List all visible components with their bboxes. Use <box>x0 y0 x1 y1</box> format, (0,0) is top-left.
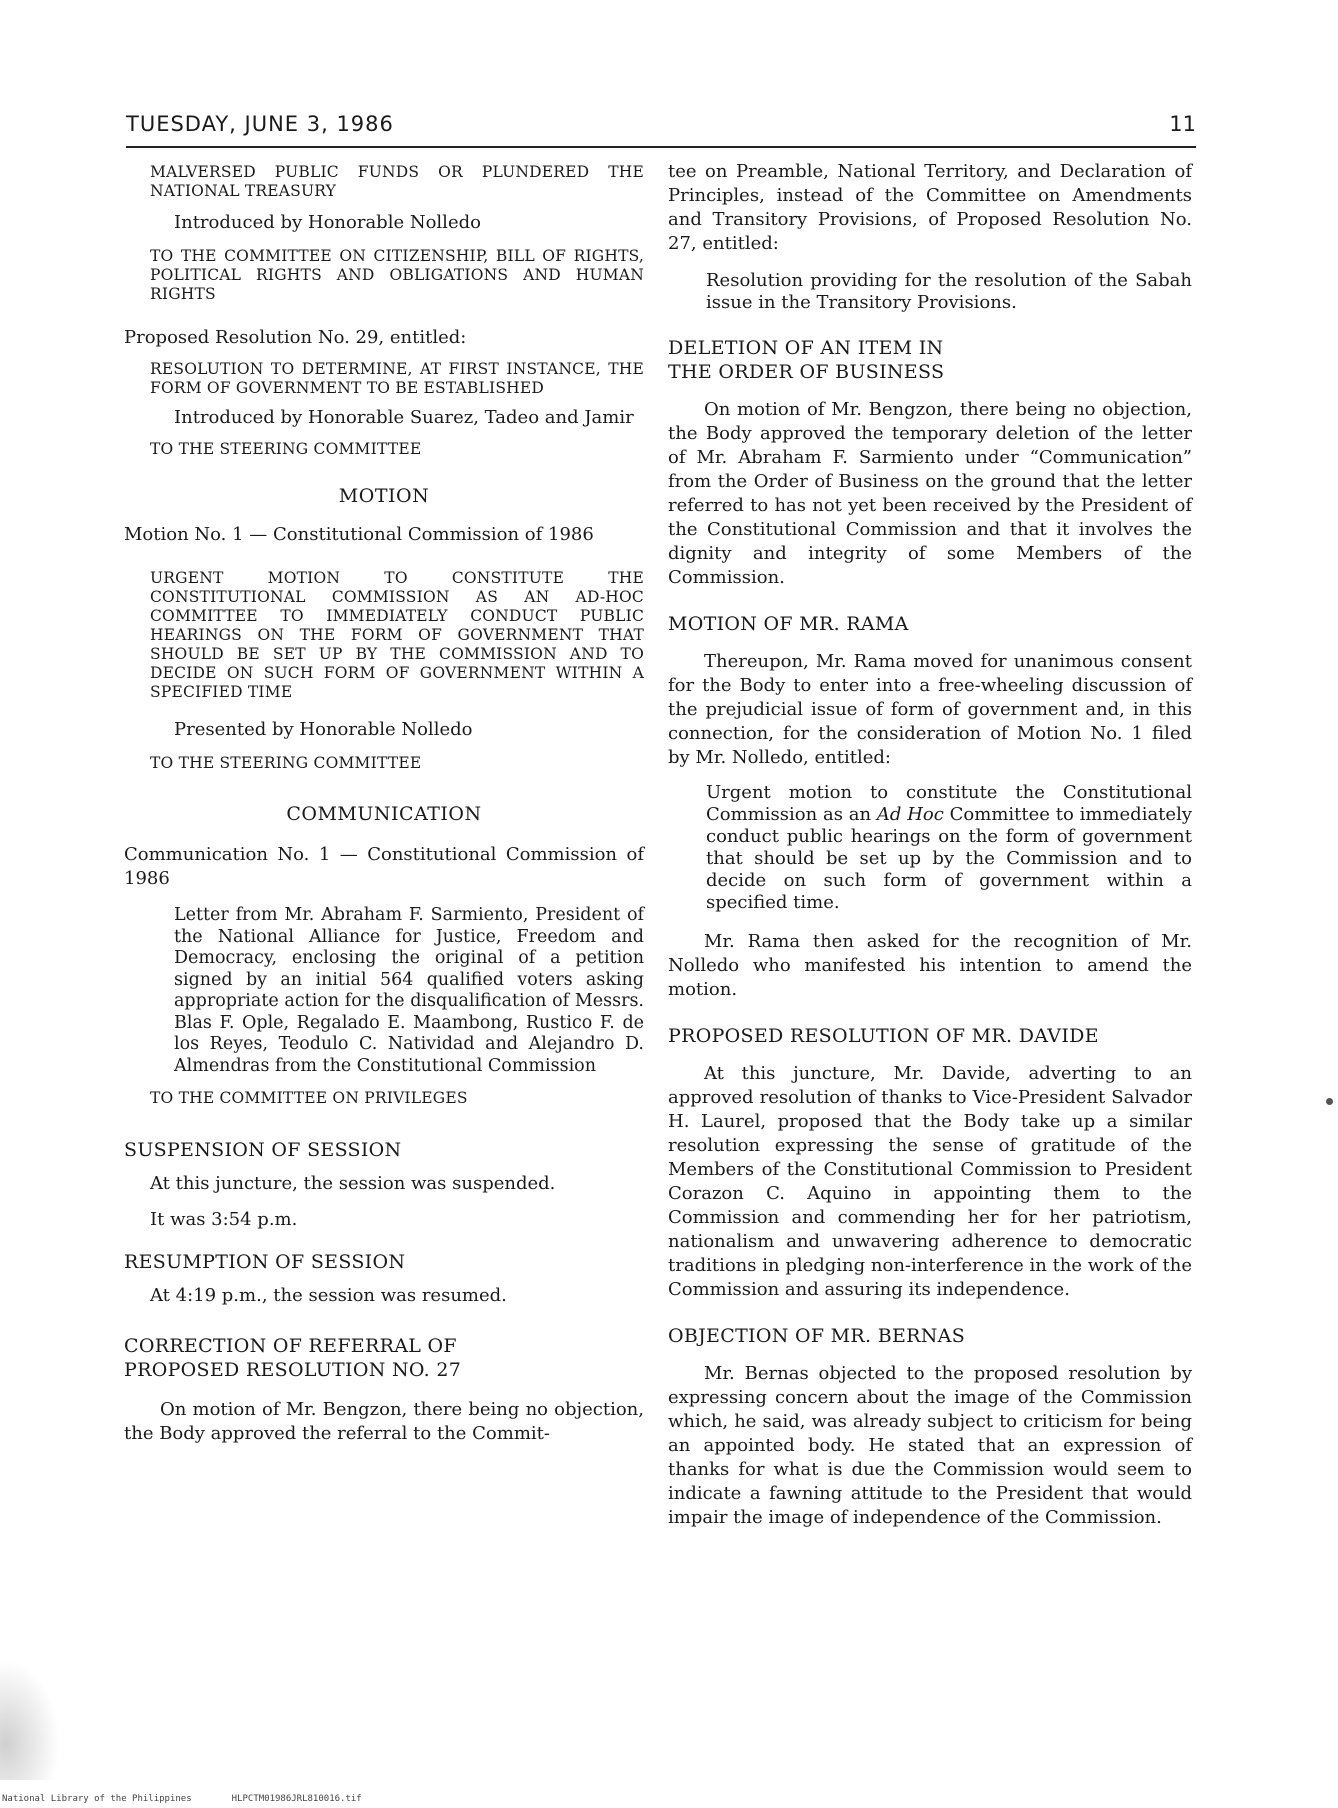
motion-number: Motion No. 1 — Constitutional Commission of 1986 <box>124 524 594 545</box>
scan-dot <box>1326 1098 1333 1105</box>
footer-library: National Library of the Philippines <box>2 1794 192 1804</box>
rama-quote-part1: Urgent motion to constitute the Constitutional Commission as an <box>706 782 1192 825</box>
correction-heading-line2: PROPOSED RESOLUTION NO. 27 <box>124 1359 462 1381</box>
scan-smudge <box>0 1660 60 1780</box>
footer-file-id: HLPCTM01986JRL810016.tif <box>231 1794 362 1804</box>
resolution-29-referral: TO THE STEERING COMMITTEE <box>150 440 422 458</box>
davide-text: At this juncture, Mr. Davide, adverting to an approved resolution of thanks to Vice-President Salvador H. Laurel, proposed that the Body take up a similar resolution expressing the sense of gratitude of the Members of the Constitutional Commission to President Corazon C. Aquino in appointing them to the Commission and commending her for her patriotism, nationalism and unwavering adherence to democratic traditions in pledging non-interference in the work of the Commission and assuring its independence. <box>668 1063 1192 1300</box>
deletion-heading-line1: DELETION OF AN ITEM IN <box>668 337 944 359</box>
rama-quote-italic: Ad Hoc <box>876 804 944 825</box>
rama-quote <box>668 782 1192 914</box>
suspension-text: At this juncture, the session was suspended. <box>150 1173 556 1194</box>
motion-presenter: Presented by Honorable Nolledo <box>174 719 473 740</box>
motion-referral: TO THE STEERING COMMITTEE <box>150 754 422 772</box>
motion-title: URGENT MOTION TO CONSTITUTE THE CONSTITUTIONAL COMMISSION AS AN AD-HOC COMMITTEE TO IMMEDIATELY CONDUCT PUBLIC HEARINGS ON THE FORM OF GOVERNMENT THAT SHOULD BE SET UP BY THE COMMISSION AND TO DECIDE ON SUCH FORM OF GOVERNMENT WITHIN A SPECIFIED TIME <box>150 569 644 701</box>
davide-heading: PROPOSED RESOLUTION OF MR. DAVIDE <box>668 1025 1099 1047</box>
correction-heading-line1: CORRECTION OF REFERRAL OF <box>124 1335 457 1357</box>
communication-letter: Letter from Mr. Abraham F. Sarmiento, President of the National Alliance for Justice, Freedom and Democracy, enclosing the original of a petition signed by an initial 564 qualified voters asking appropriate action for the disqualification of Messrs. Blas F. Ople, Regalado E. Maambong, Rustico F. de los Reyes, Teodulo C. Natividad and Alejandro D. Almendras from the Constitutional Commission <box>174 905 644 1076</box>
communication-number: Communication No. 1 — Constitutional Commission of 1986 <box>124 844 644 889</box>
communication-heading: COMMUNICATION <box>286 803 482 825</box>
resumption-heading: RESUMPTION OF SESSION <box>124 1251 406 1273</box>
header-date: TUESDAY, JUNE 3, 1986 <box>126 112 394 136</box>
communication-referral: TO THE COMMITTEE ON PRIVILEGES <box>150 1089 468 1107</box>
resolution-27-quote: Resolution providing for the resolution of the Sabah issue in the Transitory Provisions. <box>706 270 1192 313</box>
bernas-heading: OBJECTION OF MR. BERNAS <box>668 1325 966 1347</box>
page-number: 11 <box>1169 112 1196 136</box>
rama-heading: MOTION OF MR. RAMA <box>668 613 909 635</box>
resolution-title-continued: MALVERSED PUBLIC FUNDS OR PLUNDERED THE NATIONAL TREASURY <box>150 163 644 200</box>
resolution-29-heading: Proposed Resolution No. 29, entitled: <box>124 327 467 348</box>
bernas-text: Mr. Bernas objected to the proposed resolution by expressing concern about the image of the Commission which, he said, was already subject to criticism for being an appointed body. He stated that an expression of thanks for what is due the Commission would seem to indicate a fawning attitude to the President that would impair the image of independence of the Commission. <box>668 1363 1192 1528</box>
deletion-heading-line2: THE ORDER OF BUSINESS <box>668 361 945 383</box>
resolution-29-title: RESOLUTION TO DETERMINE, AT FIRST INSTANCE, THE FORM OF GOVERNMENT TO BE ESTABLISHED <box>150 360 644 397</box>
rama-recognition: Mr. Rama then asked for the recognition of Mr. Nolledo who manifested his intention to amend the motion. <box>668 931 1192 1000</box>
left-column <box>124 163 644 1446</box>
rama-quote-part2: Committee to immediately conduct public hearings on the form of government that should be set up by the Commission and to decide on such form of government within a specified time. <box>706 804 1192 913</box>
correction-text-continued: tee on Preamble, National Territory, and Declaration of Principles, instead of the Committee on Amendments and Transitory Provisions, of Proposed Resolution No. 27, entitled: <box>668 161 1192 254</box>
resolution-29-introducer: Introduced by Honorable Suarez, Tadeo and Jamir <box>174 407 634 428</box>
correction-text: On motion of Mr. Bengzon, there being no objection, the Body approved the referral to the Commit- <box>124 1399 644 1444</box>
rama-text: Thereupon, Mr. Rama moved for unanimous consent for the Body to enter into a free-wheeling discussion of the prejudicial issue of form of government and, in this connection, for the consideration of Motion No. 1 filed by Mr. Nolledo, entitled: <box>668 651 1192 768</box>
motion-heading: MOTION <box>338 485 430 507</box>
resumption-text: At 4:19 p.m., the session was resumed. <box>150 1285 507 1306</box>
right-column <box>668 160 1192 1530</box>
scan-footer <box>2 1794 362 1804</box>
page-header <box>126 108 1196 148</box>
resolution-referral: TO THE COMMITTEE ON CITIZENSHIP, BILL OF RIGHTS, POLITICAL RIGHTS AND OBLIGATIONS AND HUMAN RIGHTS <box>150 247 644 303</box>
suspension-heading: SUSPENSION OF SESSION <box>124 1139 402 1161</box>
suspension-time: It was 3:54 p.m. <box>150 1209 298 1230</box>
resolution-introducer: Introduced by Honorable Nolledo <box>174 212 481 233</box>
deletion-text: On motion of Mr. Bengzon, there being no objection, the Body approved the temporary deletion of the letter of Mr. Abraham F. Sarmiento under “Communication” from the Order of Business on the ground that the letter referred to has not yet been received by the President of the Constitutional Commission and that it involves the dignity and integrity of some Members of the Commission. <box>668 399 1192 588</box>
